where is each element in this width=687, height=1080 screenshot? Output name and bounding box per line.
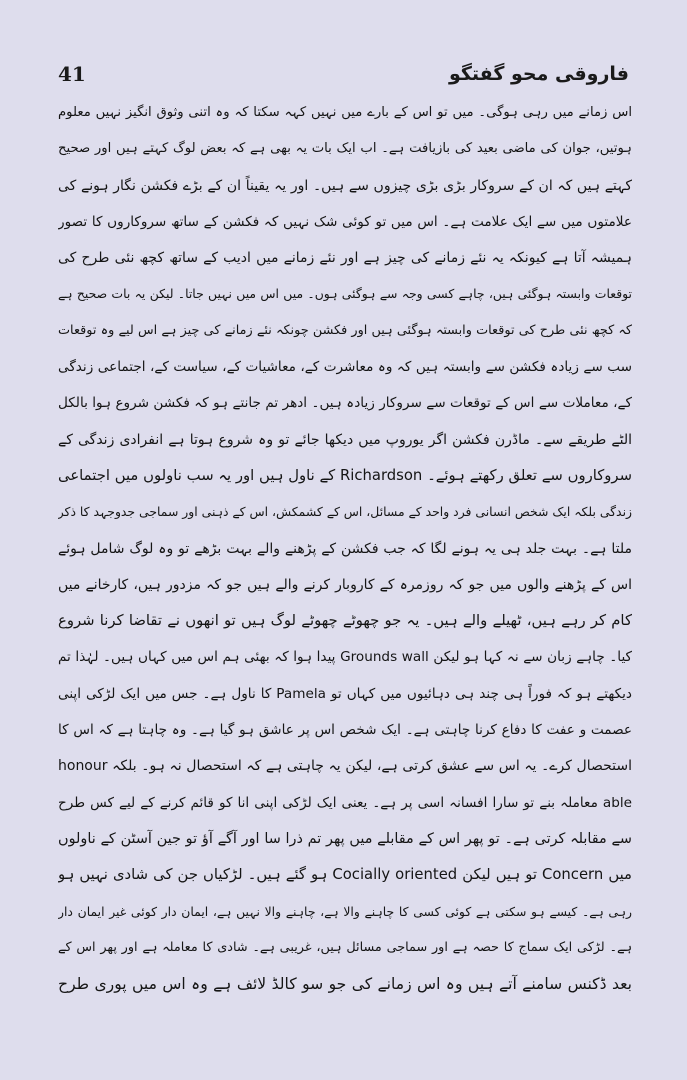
text-line: زندگی بلکہ ایک شخص انسانی فرد واحد کے مسائل، اس کے کشمکش، اس کے ذہنی اور سماجی جدوجہد کا ذکر [58, 504, 632, 520]
text-line: رہی ہے۔ کیسے ہو سکتی ہے کوئی کسی کا چاہنے والا ہے، چاہنے والا نہیں ہے، ایمان دار کوئی غیر ایمان دار [58, 903, 632, 919]
text-line: سروکاروں سے تعلق رکھتے ہوئے۔ Richardson کے ناول ہیں اور یہ سب ناولوں میں اجتماعی [58, 466, 632, 484]
text-line: ہوتیں، جوان کی ماضی بعید کی بازیافت ہے۔ اب ایک بات یہ بھی ہے کہ بعض لوگ کہتے ہیں اور صحیح [58, 141, 632, 157]
text-line: ہے۔ لڑکی ایک سماج کا حصہ ہے اور سماجی مسائل ہیں، غریبی ہے۔ شادی کا معاملہ ہے اور پھر اس کے [58, 939, 632, 955]
text-line: کام کر رہے ہیں، ٹھیلے والے ہیں۔ یہ جو چھوٹے چھوٹے لوگ ہیں تو انھوں نے تقاضا کرنا شروع [58, 612, 632, 630]
text-line: علامتوں میں سے ایک علامت ہے۔ اس میں تو کوئی شک نہیں کہ فکشن کے ساتھ سروکاروں کا تصور [58, 213, 632, 230]
text-line: الٹے طریقے سے۔ ماڈرن فکشن اگر یوروپ میں دیکھا جائے تو وہ شروع ہوتا ہے انفرادی زندگی کے [58, 431, 632, 448]
page-header [58, 56, 629, 92]
text-line: سب سے زیادہ فکشن سے وابستہ ہیں کہ وہ معاشرت کے، معاشیات کے، سیاست کے، اجتماعی زندگی [58, 359, 632, 376]
text-line: دیکھتے ہو کہ فوراً ہی چند ہی دہائیوں میں کہاں تو Pamela کا ناول ہے۔ جس میں ایک لڑکی اپنی [58, 685, 632, 702]
text-line: بعد ڈکنس سامنے آتے ہیں وہ اس زمانے کی جو سو کالڈ لائف ہے وہ اس میں پوری طرح [58, 975, 632, 994]
running-title: فاروقی محو گفتگو [448, 63, 629, 85]
text-line: ملتا ہے۔ بہت جلد ہی یہ ہونے لگا کہ جب فکشن کے پڑھنے والے بہت بڑھے تو وہ لوگ شامل ہوئے [58, 540, 632, 557]
text-line: کیا۔ چاہے زبان سے نہ کہا ہو لیکن Grounds wall پیدا ہوا کہ بھئی ہم اس میں کہاں ہیں۔ لہٰذا تم [58, 649, 632, 666]
text-line: able معاملہ بنے تو سارا افسانہ اسی پر ہے۔ یعنی ایک لڑکی اپنی انا کو قائم کرنے کے لیے کس طرح [58, 794, 632, 811]
text-line: اس کے پڑھنے والوں میں جو کہ روزمرہ کے کاروبار کرنے والے ہیں جو کہ مزدور ہیں، کارخانے میں [58, 576, 632, 593]
text-line: ہمیشہ آتا ہے کیونکہ یہ نئے زمانے کی چیز ہے اور نئے زمانے میں ادیب کے ساتھ کچھ نئی طرح کی [58, 250, 632, 267]
text-line: کے، معاملات سے اس کے توقعات سے سروکار زیادہ ہیں۔ ادھر تم جانتے ہو کہ فکشن شروع ہوا بالکل [58, 395, 632, 412]
text-line: سے مقابلہ کرتی ہے۔ تو پھر اس کے مقابلے میں پھر تم ذرا سا اور آگے آؤ تو جین آسٹن کے ناولوں [58, 830, 632, 847]
text-line: عصمت و عفت کا دفاع کرنا چاہتی ہے۔ ایک شخص اس پر عاشق ہو گیا ہے۔ وہ چاہتا ہے کہ اس کا [58, 722, 632, 739]
body-text [58, 95, 632, 1002]
page-number: 41 [58, 62, 86, 86]
text-line: استحصال کرے۔ یہ اس سے عشق کرتی ہے، لیکن یہ چاہتی ہے کہ استحصال نہ ہو۔ بلکہ honour [58, 758, 632, 775]
text-line: اس زمانے میں رہی ہوگی۔ میں تو اس کے بارے میں نہیں کہہ سکتا کہ وہ اتنی وثوق انگیز نہیں معلوم [58, 105, 632, 120]
text-line: توقعات وابستہ ہوگئی ہیں، چاہے کسی وجہ سے ہوگئی ہوں۔ میں اس میں نہیں جاتا۔ لیکن یہ بات صحیح ہے [58, 286, 632, 302]
text-line: میں Concern تو ہیں لیکن Cocially oriented ہو گئے ہیں۔ لڑکیاں جن کی شادی نہیں ہو [58, 866, 632, 884]
text-line: کہتے ہیں کہ ان کے سروکار بڑی بڑی چیزوں سے ہیں۔ اور یہ یقیناً ان کے بڑے فکشن نگار ہونے کی [58, 177, 632, 194]
text-line: کہ کچھ نئی طرح کی توقعات وابستہ ہوگئی ہیں اور فکشن چونکہ نئے زمانے کی چیز ہے اس لیے وہ توقعات [58, 322, 632, 338]
